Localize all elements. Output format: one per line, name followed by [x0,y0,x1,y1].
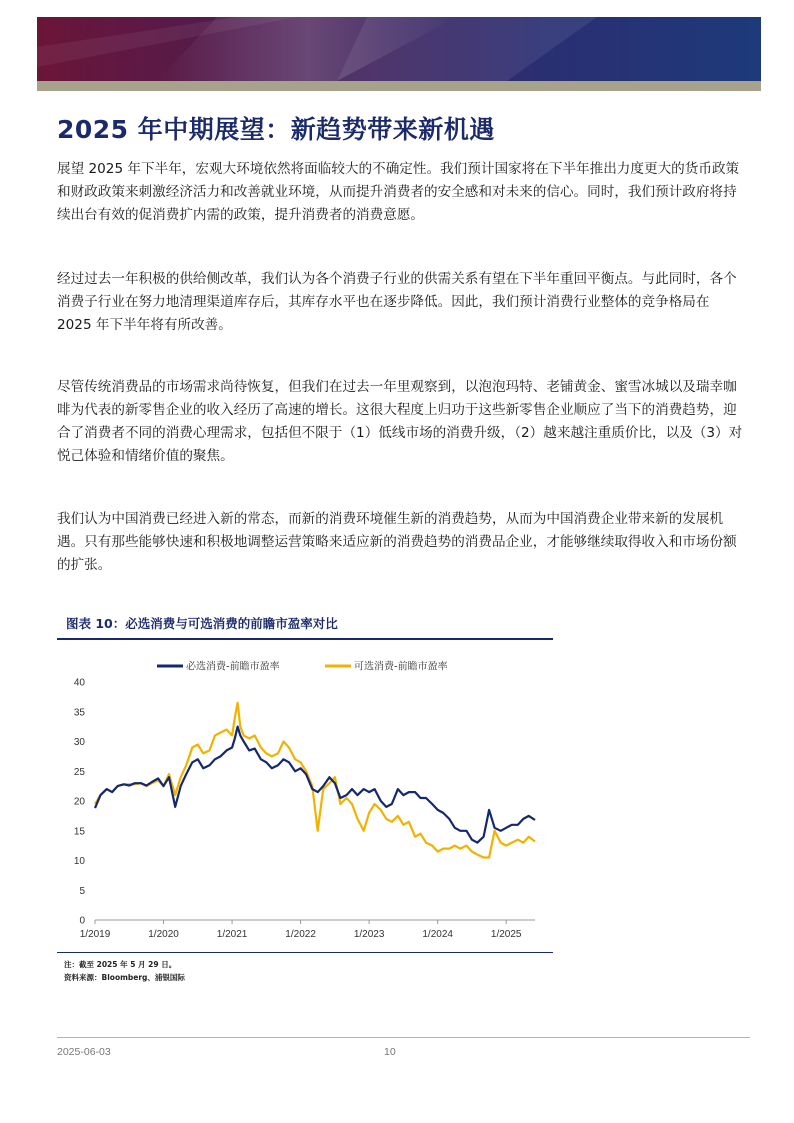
y-tick-label: 5 [79,885,85,897]
header-banner [37,17,761,91]
figure-caption: 图表 10：必选消费与可选消费的前瞻市盈率对比 [66,616,338,631]
legend-label-0: 必选消费-前瞻市盈率 [186,661,280,673]
x-tick-label: 1/2020 [148,929,179,940]
figure-note: 注：截至 2025 年 5 月 29 日。 [64,960,177,969]
legend-label-1: 可选消费-前瞻市盈率 [354,661,448,673]
x-tick-label: 1/2023 [353,929,385,940]
figure-bottom-rule [57,952,553,953]
paragraph-supply-side: 经过过去一年积极的供给侧改革，我们认为各个消费子行业的供需关系有望在下半年重回平衡点。与此同时，各个消费子行业在努力地清理渠道库存后，其库存水平也在逐步降低。因此，我们预计消费行业整体的竞争格局在 2025 年下半年将有所改善。 [57,271,737,333]
footer-date: 2025-06-03 [57,1046,111,1058]
footer-rule [57,1037,750,1038]
figure-source: 资料来源：Bloomberg、浦银国际 [64,973,185,982]
y-tick-label: 20 [73,796,85,808]
paragraph-outlook: 展望 2025 年下半年，宏观大环境依然将面临较大的不确定性。我们预计国家将在下半年推出力度更大的货币政策和财政政策来刺激经济活力和改善就业环境，从而提升消费者的安全感和对未来的信心。同时，我们预计政府将持续出台有效的促消费扩内需的政策，提升消费者的消费意愿。 [57,161,740,223]
banner-graphic [37,17,761,91]
page-number: 10 [384,1046,396,1058]
x-tick-label: 1/2021 [216,929,248,940]
x-tick-label: 1/2025 [490,929,522,940]
x-tick-label: 1/2022 [285,929,316,940]
y-tick-label: 30 [73,737,85,748]
x-tick-label: 1/2019 [79,929,111,940]
y-tick-label: 10 [73,856,85,867]
y-tick-label: 40 [73,677,85,689]
y-tick-label: 15 [73,826,85,838]
section-title: 2025 年中期展望：新趋势带来新机遇 [57,115,495,144]
y-tick-label: 25 [73,766,85,778]
y-tick-label: 35 [73,707,85,719]
paragraph-new-retail: 尽管传统消费品的市场需求尚待恢复，但我们在过去一年里观察到，以泡泡玛特、老铺黄金、蜜雪冰城以及瑞幸咖啡为代表的新零售企业的收入经历了高速的增长。这很大程度上归功于这些新零售企业顺应了当下的消费趋势，迎合了消费者不同的消费心理需求，包括但不限于（1）低线市场的消费升级，（2）越来越注重质价比，以及（3）对悦己体验和情绪价值的聚焦。 [57,379,743,464]
x-tick-label: 1/2024 [422,929,453,940]
figure-notes [64,958,185,984]
y-tick-label: 0 [79,915,85,927]
pe-comparison-chart [57,648,553,948]
figure-top-rule [57,638,553,640]
paragraph-new-normal: 我们认为中国消费已经进入新的常态，而新的消费环境催生新的消费趋势，从而为中国消费企业带来新的发展机遇。只有那些能够快速和积极地调整运营策略来适应新的消费趋势的消费品企业，才能够继续取得收入和市场份额的扩张。 [57,511,737,573]
